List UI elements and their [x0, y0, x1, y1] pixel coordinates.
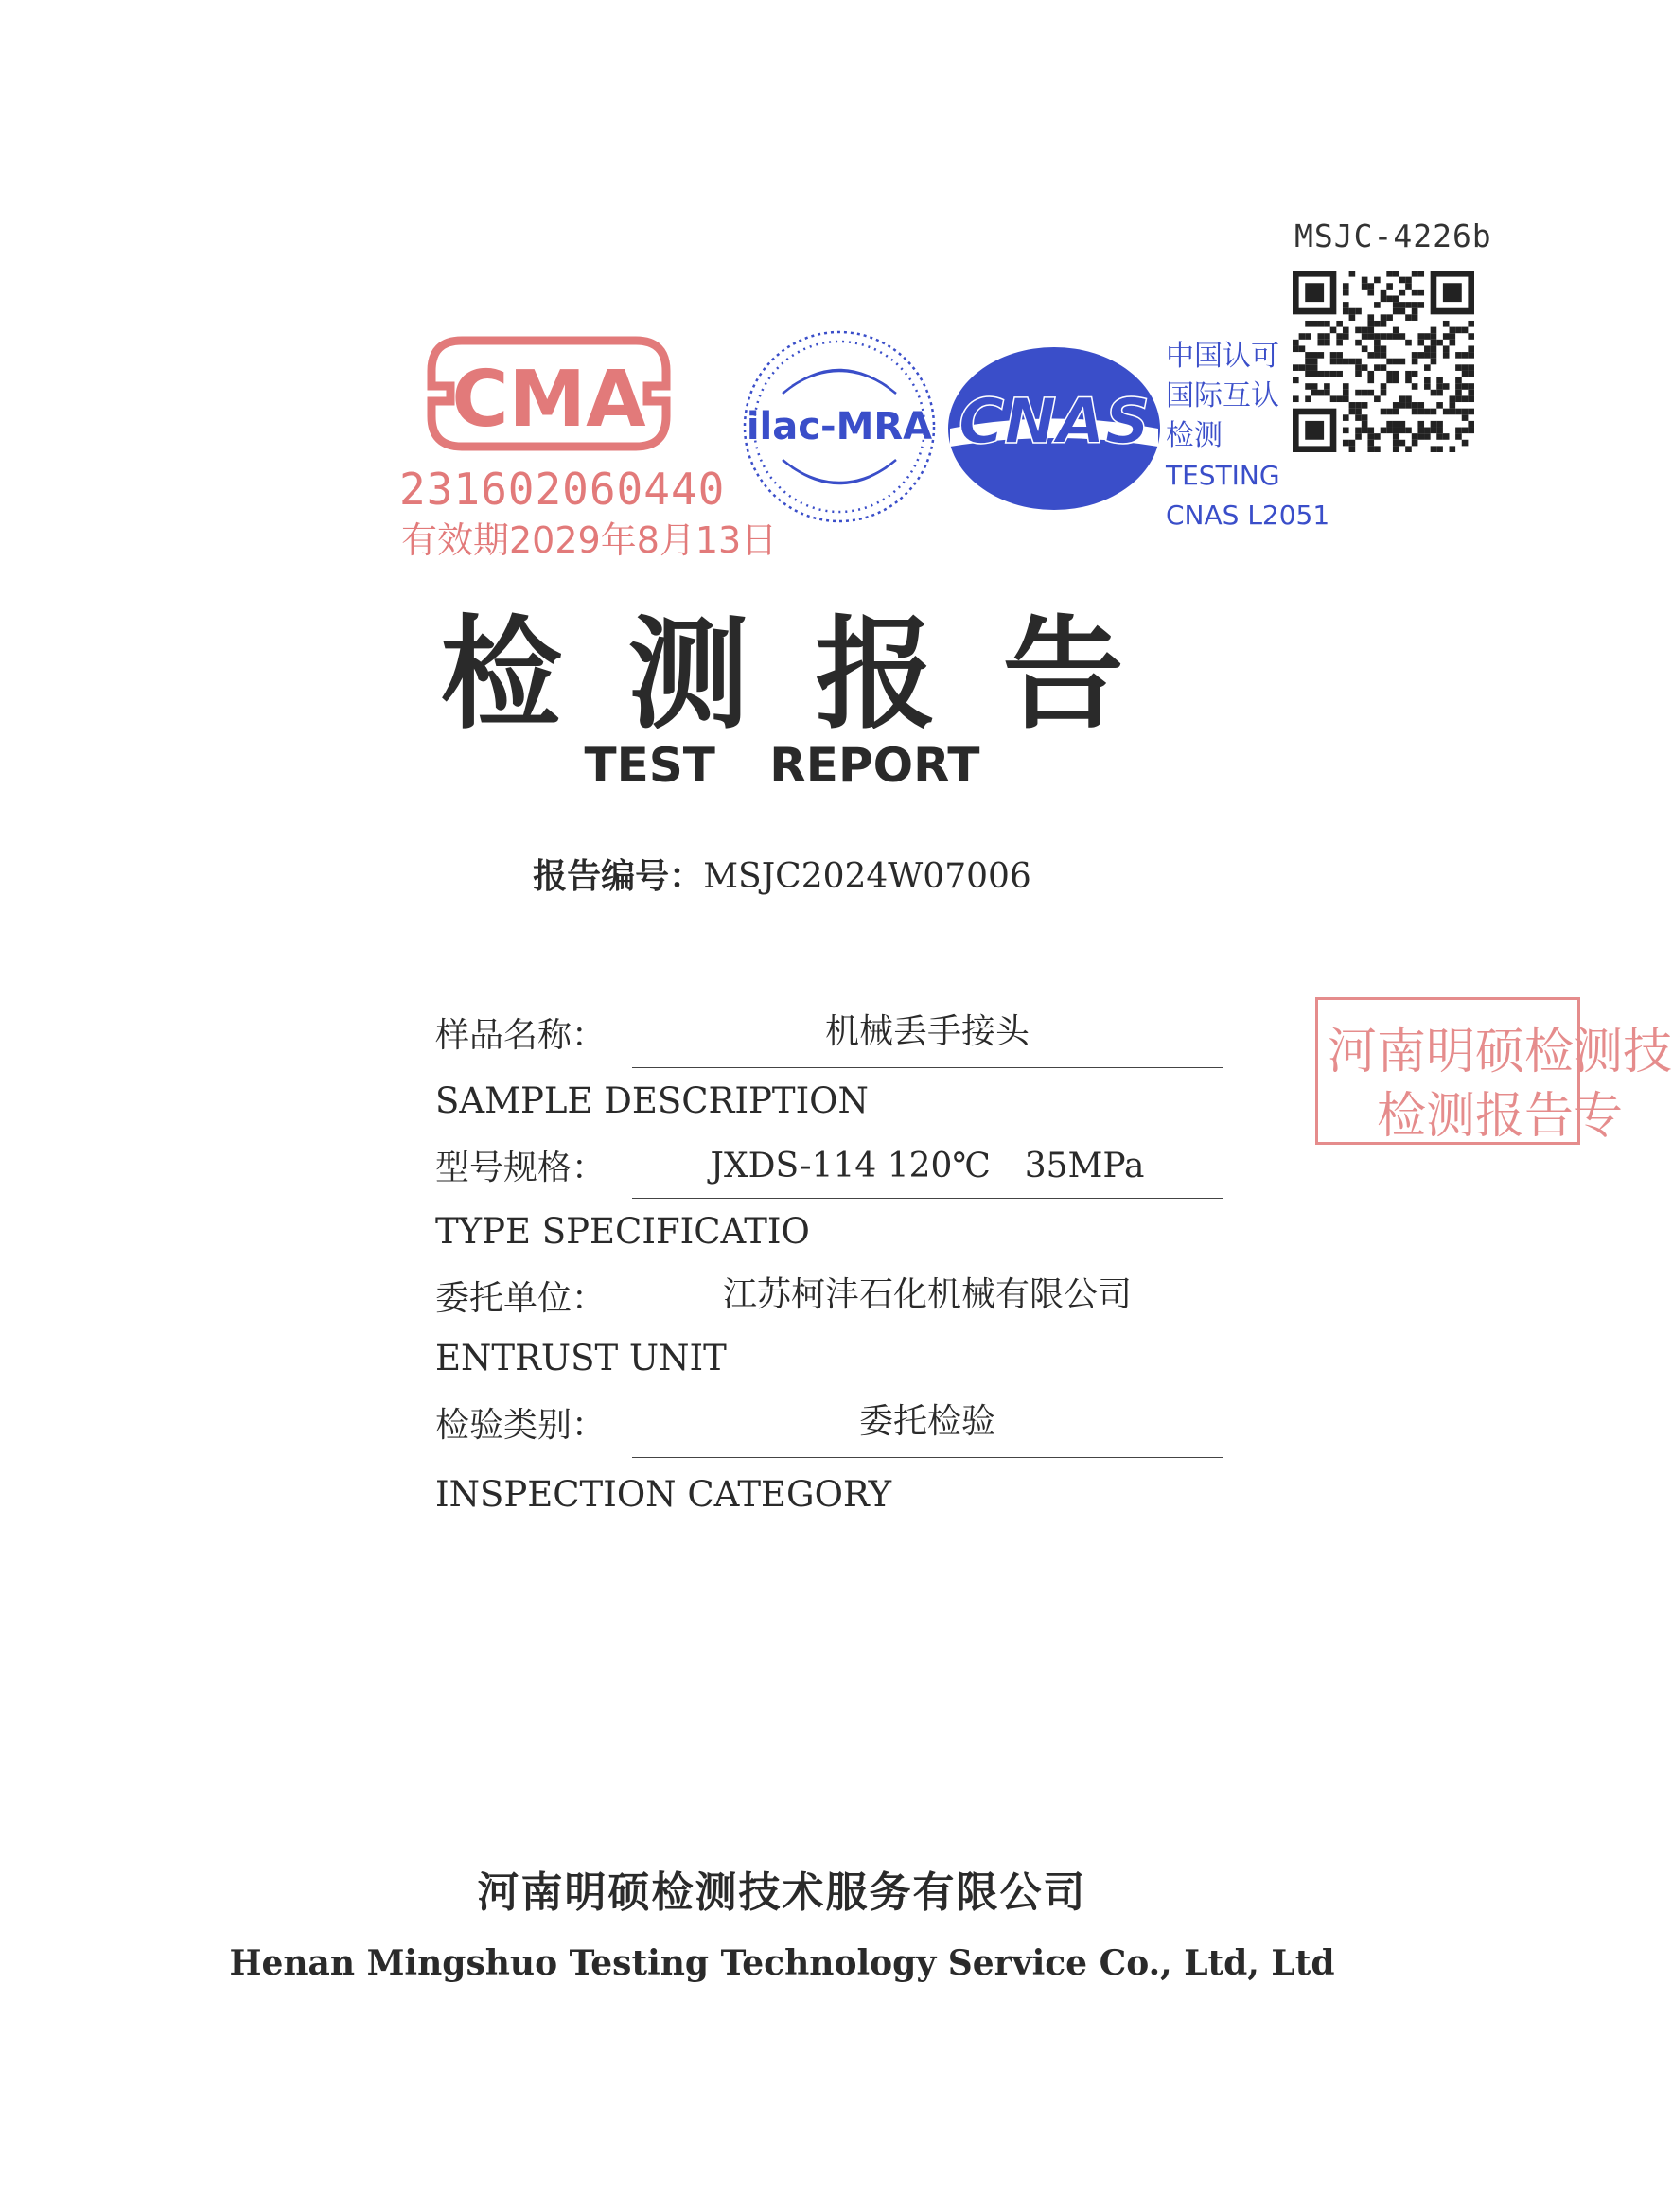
- qr-module: [1355, 371, 1362, 377]
- qr-module: [1362, 364, 1368, 371]
- qr-module: [1381, 364, 1387, 371]
- qr-module: [1393, 302, 1399, 308]
- qr-module: [1417, 290, 1424, 296]
- entrust-unit-value: 江苏柯沣石化机械有限公司: [722, 1275, 1132, 1314]
- qr-module: [1462, 414, 1469, 421]
- qr-module: [1336, 352, 1343, 359]
- qr-module: [1367, 283, 1374, 290]
- qr-module: [1367, 446, 1374, 452]
- qr-module: [1455, 390, 1462, 396]
- qr-module: [1468, 383, 1474, 390]
- qr-module: [1462, 352, 1469, 359]
- qr-module: [1362, 333, 1368, 340]
- qr-module: [1343, 428, 1349, 434]
- inspection-category-underline: [632, 1457, 1223, 1458]
- qr-module: [1462, 428, 1469, 434]
- qr-module: [1399, 395, 1406, 402]
- qr-module: [1436, 390, 1443, 396]
- qr-module: [1393, 359, 1399, 365]
- qr-module: [1343, 327, 1349, 334]
- qr-module: [1336, 321, 1343, 327]
- qr-module: [1405, 302, 1412, 308]
- qr-module: [1381, 290, 1387, 296]
- qr-module: [1381, 314, 1387, 321]
- qr-module: [1424, 428, 1431, 434]
- sample-name-label: 样品名称：: [435, 1016, 607, 1055]
- qr-module: [1450, 402, 1456, 409]
- cnas-line-3: 检测: [1166, 419, 1223, 452]
- qr-module: [1355, 327, 1362, 334]
- report-title-en: TEST REPORT: [584, 738, 980, 793]
- qr-module: [1393, 433, 1399, 440]
- qr-module: [1468, 409, 1474, 415]
- qr-module: [1381, 390, 1387, 396]
- qr-module: [1343, 302, 1349, 308]
- qr-module: [1399, 402, 1406, 409]
- qr-module: [1412, 433, 1418, 440]
- qr-module: [1468, 345, 1474, 352]
- qr-module: [1349, 409, 1356, 415]
- qr-module: [1381, 428, 1387, 434]
- qr-module: [1455, 364, 1462, 371]
- qr-module: [1393, 440, 1399, 447]
- qr-module: [1405, 371, 1412, 377]
- qr-module: [1436, 421, 1443, 428]
- qr-module: [1349, 271, 1356, 277]
- qr-module: [1468, 428, 1474, 434]
- company-name-cn: 河南明硕检测技术服务有限公司: [477, 1869, 1087, 1917]
- qr-module: [1393, 327, 1399, 334]
- qr-module: [1450, 409, 1456, 415]
- qr-module: [1343, 390, 1349, 396]
- cnas-line-4: TESTING: [1166, 460, 1280, 491]
- qr-module: [1367, 440, 1374, 447]
- qr-module: [1455, 433, 1462, 440]
- report-number: [0, 850, 1564, 898]
- qr-module: [1343, 333, 1349, 340]
- qr-module: [1386, 377, 1393, 384]
- qr-module: [1443, 383, 1450, 390]
- qr-module: [1386, 333, 1393, 340]
- cnas-logo-icon: [942, 342, 1166, 515]
- qr-module: [1381, 383, 1387, 390]
- qr-module: [1468, 352, 1474, 359]
- qr-module: [1381, 409, 1387, 415]
- qr-module: [1367, 314, 1374, 321]
- qr-module: [1468, 321, 1474, 327]
- qr-module: [1330, 327, 1337, 334]
- qr-module: [1374, 352, 1381, 359]
- qr-module: [1443, 409, 1450, 415]
- qr-module: [1362, 402, 1368, 409]
- qr-module: [1349, 440, 1356, 447]
- qr-module: [1468, 333, 1474, 340]
- qr-module: [1367, 321, 1374, 327]
- qr-module: [1462, 371, 1469, 377]
- stamp-line-1: 河南明硕检测技: [1328, 1024, 1672, 1080]
- qr-module: [1355, 414, 1362, 421]
- qr-module: [1362, 327, 1368, 334]
- qr-module: [1393, 377, 1399, 384]
- qr-module: [1436, 428, 1443, 434]
- company-name-en: Henan Mingshuo Testing Technology Service Co., Ltd, Ltd: [229, 1943, 1335, 1983]
- qr-module: [1405, 377, 1412, 384]
- inspection-category-value: 委托检验: [858, 1402, 995, 1441]
- qr-module: [1367, 377, 1374, 384]
- qr-module: [1405, 277, 1412, 284]
- qr-module: [1343, 283, 1349, 290]
- qr-module: [1386, 295, 1393, 302]
- qr-module: [1367, 390, 1374, 396]
- qr-module: [1381, 321, 1387, 327]
- sample-name-value: 机械丢手接头: [824, 1012, 1030, 1051]
- qr-module: [1443, 433, 1450, 440]
- qr-module: [1362, 345, 1368, 352]
- type-spec-underline: [632, 1198, 1223, 1199]
- qr-module: [1381, 333, 1387, 340]
- qr-module: [1462, 395, 1469, 402]
- qr-module: [1349, 314, 1356, 321]
- qr-module: [1336, 359, 1343, 365]
- cma-number: 231602060440: [399, 464, 726, 515]
- qr-module: [1405, 314, 1412, 321]
- qr-module: [1417, 340, 1424, 346]
- qr-module: [1431, 352, 1437, 359]
- qr-module: [1462, 327, 1469, 334]
- qr-module: [1399, 302, 1406, 308]
- cma-validity: 有效期2029年8月13日: [401, 519, 778, 561]
- qr-module: [1417, 433, 1424, 440]
- qr-module: [1317, 321, 1324, 327]
- qr-module: [1386, 314, 1393, 321]
- qr-module: [1393, 371, 1399, 377]
- qr-module: [1399, 428, 1406, 434]
- qr-module: [1311, 321, 1318, 327]
- stamp-line-2: 检测报告专: [1377, 1088, 1624, 1145]
- qr-module: [1349, 308, 1356, 315]
- qr-module: [1443, 321, 1450, 327]
- cma-seal-icon: [424, 333, 674, 454]
- cnas-line-2: 国际互认: [1166, 379, 1279, 413]
- qr-module: [1349, 359, 1356, 365]
- qr-module: [1455, 327, 1462, 334]
- qr-module: [1374, 395, 1381, 402]
- qr-module: [1362, 421, 1368, 428]
- qr-module: [1443, 333, 1450, 340]
- document-code: MSJC-4226b: [1294, 218, 1492, 255]
- qr-module: [1386, 428, 1393, 434]
- qr-module: [1468, 364, 1474, 371]
- qr-module: [1424, 345, 1431, 352]
- qr-module: [1374, 446, 1381, 452]
- qr-module: [1405, 446, 1412, 452]
- qr-module: [1436, 446, 1443, 452]
- qr-module: [1468, 390, 1474, 396]
- qr-module: [1436, 433, 1443, 440]
- qr-module: [1462, 440, 1469, 447]
- qr-module: [1412, 302, 1418, 308]
- qr-module: [1381, 345, 1387, 352]
- qr-module: [1367, 333, 1374, 340]
- qr-module: [1455, 377, 1462, 384]
- qr-module: [1393, 308, 1399, 315]
- qr-module: [1405, 340, 1412, 346]
- qr-module: [1367, 433, 1374, 440]
- qr-module: [1374, 333, 1381, 340]
- qr-module: [1462, 364, 1469, 371]
- cnas-line-1: 中国认可: [1166, 340, 1279, 373]
- qr-module: [1399, 277, 1406, 284]
- qr-module: [1462, 409, 1469, 415]
- qr-module: [1362, 414, 1368, 421]
- qr-module: [1367, 290, 1374, 296]
- qr-module: [1431, 359, 1437, 365]
- qr-module: [1417, 333, 1424, 340]
- qr-module: [1386, 283, 1393, 290]
- qr-module: [1393, 402, 1399, 409]
- qr-module: [1362, 277, 1368, 284]
- qr-module: [1450, 395, 1456, 402]
- qr-module: [1412, 352, 1418, 359]
- ilac-mra-logo-icon: [740, 327, 939, 526]
- qr-module: [1349, 446, 1356, 452]
- report-title-cn: 检测报告: [440, 605, 1190, 746]
- qr-module: [1336, 395, 1343, 402]
- qr-module: [1343, 414, 1349, 421]
- qr-module: [1405, 402, 1412, 409]
- qr-module: [1468, 371, 1474, 377]
- qr-module: [1450, 333, 1456, 340]
- qr-module: [1417, 421, 1424, 428]
- qr-module: [1417, 409, 1424, 415]
- qr-module: [1374, 364, 1381, 371]
- qr-module: [1450, 446, 1456, 452]
- qr-module: [1330, 359, 1337, 365]
- qr-module: [1355, 390, 1362, 396]
- qr-module: [1424, 383, 1431, 390]
- qr-module: [1424, 333, 1431, 340]
- qr-module: [1424, 352, 1431, 359]
- qr-module: [1367, 371, 1374, 377]
- qr-module: [1455, 352, 1462, 359]
- qr-module: [1362, 283, 1368, 290]
- cnas-logo-text: CNAS: [958, 385, 1151, 458]
- qr-module: [1412, 359, 1418, 365]
- qr-module: [1399, 440, 1406, 447]
- qr-module: [1455, 428, 1462, 434]
- qr-module: [1330, 371, 1337, 377]
- qr-module: [1367, 352, 1374, 359]
- qr-module: [1436, 340, 1443, 346]
- qr-module: [1424, 364, 1431, 371]
- qr-module: [1455, 383, 1462, 390]
- qr-module: [1393, 271, 1399, 277]
- sample-description-label: SAMPLE DESCRIPTION: [435, 1080, 869, 1121]
- qr-module: [1436, 377, 1443, 384]
- qr-module: [1468, 395, 1474, 402]
- qr-module: [1412, 402, 1418, 409]
- qr-module: [1450, 340, 1456, 346]
- qr-module: [1374, 340, 1381, 346]
- qr-module: [1450, 327, 1456, 334]
- qr-module: [1436, 383, 1443, 390]
- qr-module: [1462, 383, 1469, 390]
- qr-module: [1324, 321, 1330, 327]
- qr-module: [1468, 421, 1474, 428]
- qr-module: [1424, 409, 1431, 415]
- qr-module: [1374, 302, 1381, 308]
- qr-module: [1386, 371, 1393, 377]
- qr-module: [1412, 271, 1418, 277]
- qr-module: [1431, 446, 1437, 452]
- inspection-category-label-cn: 检验类别：: [435, 1406, 607, 1445]
- qr-module: [1386, 271, 1393, 277]
- qr-module: [1431, 428, 1437, 434]
- qr-module: [1424, 377, 1431, 384]
- qr-module: [1417, 352, 1424, 359]
- qr-module: [1424, 433, 1431, 440]
- qr-module: [1412, 308, 1418, 315]
- qr-module: [1393, 333, 1399, 340]
- qr-module: [1412, 440, 1418, 447]
- qr-module: [1355, 433, 1362, 440]
- qr-module: [1355, 340, 1362, 346]
- report-number-label: 报告编号：: [533, 857, 704, 896]
- qr-module: [1393, 295, 1399, 302]
- cnas-line-5: CNAS L2051: [1166, 500, 1330, 531]
- qr-module: [1431, 409, 1437, 415]
- qr-module: [1336, 340, 1343, 346]
- qr-module: [1399, 421, 1406, 428]
- entrust-unit-label: ENTRUST UNIT: [435, 1338, 727, 1378]
- qr-module: [1355, 402, 1362, 409]
- type-specification-label: TYPE SPECIFICATIO: [435, 1211, 810, 1252]
- qr-module: [1374, 321, 1381, 327]
- qr-module: [1412, 383, 1418, 390]
- qr-module: [1386, 421, 1393, 428]
- qr-module: [1443, 345, 1450, 352]
- qr-module: [1393, 428, 1399, 434]
- qr-module: [1431, 390, 1437, 396]
- qr-module: [1343, 359, 1349, 365]
- qr-module: [1349, 402, 1356, 409]
- type-spec-label: 型号规格：: [435, 1149, 607, 1187]
- qr-module: [1305, 321, 1311, 327]
- qr-module: [1417, 428, 1424, 434]
- qr-module: [1367, 327, 1374, 334]
- qr-module: [1417, 402, 1424, 409]
- qr-module: [1367, 428, 1374, 434]
- qr-module: [1362, 390, 1368, 396]
- qr-module: [1431, 327, 1437, 334]
- qr-module: [1431, 333, 1437, 340]
- qr-module: [1455, 409, 1462, 415]
- qr-module: [1381, 295, 1387, 302]
- qr-module: [1431, 421, 1437, 428]
- qr-module: [1393, 409, 1399, 415]
- qr-module: [1355, 409, 1362, 415]
- qr-module: [1386, 359, 1393, 365]
- qr-module: [1355, 364, 1362, 371]
- cnas-accreditation-text: [1166, 337, 1329, 535]
- qr-module: [1336, 333, 1343, 340]
- qr-module: [1355, 428, 1362, 434]
- qr-module: [1417, 302, 1424, 308]
- qr-module: [1455, 395, 1462, 402]
- inspection-category-label: INSPECTION CATEGORY: [435, 1474, 892, 1515]
- qr-module: [1343, 440, 1349, 447]
- cma-logo-text: CMA: [451, 355, 646, 445]
- qr-module: [1381, 352, 1387, 359]
- qr-module: [1412, 409, 1418, 415]
- report-seal-stamp: [1315, 997, 1672, 1145]
- qr-module: [1343, 383, 1349, 390]
- qr-module: [1330, 352, 1337, 359]
- qr-module: [1343, 308, 1349, 315]
- qr-module: [1399, 308, 1406, 315]
- qr-module: [1412, 314, 1418, 321]
- qr-module: [1412, 290, 1418, 296]
- qr-module: [1374, 345, 1381, 352]
- qr-module: [1386, 409, 1393, 415]
- qr-module: [1436, 402, 1443, 409]
- qr-module: [1405, 428, 1412, 434]
- qr-module: [1343, 395, 1349, 402]
- qr-module: [1405, 395, 1412, 402]
- qr-module: [1417, 271, 1424, 277]
- report-number-value: MSJC2024W07006: [703, 857, 1031, 896]
- qr-module: [1393, 446, 1399, 452]
- ilac-logo-text: ilac-MRA: [746, 405, 933, 448]
- qr-module: [1374, 277, 1381, 284]
- sample-name-underline: [632, 1067, 1223, 1068]
- qr-module: [1412, 371, 1418, 377]
- qr-module: [1399, 333, 1406, 340]
- qr-module: [1336, 371, 1343, 377]
- qr-module: [1399, 290, 1406, 296]
- type-spec-value: JXDS-114 120℃ 35MPa: [710, 1147, 1145, 1185]
- entrust-unit-label-cn: 委托单位：: [435, 1279, 607, 1318]
- qr-module: [1374, 433, 1381, 440]
- qr-module: [1355, 359, 1362, 365]
- qr-module: [1431, 345, 1437, 352]
- qr-module: [1362, 428, 1368, 434]
- qr-module: [1355, 308, 1362, 315]
- qr-module: [1393, 421, 1399, 428]
- qr-module: [1330, 395, 1337, 402]
- qr-module: [1405, 283, 1412, 290]
- qr-module: [1431, 340, 1437, 346]
- qr-module: [1343, 290, 1349, 296]
- qr-module: [1443, 352, 1450, 359]
- qr-module: [1399, 359, 1406, 365]
